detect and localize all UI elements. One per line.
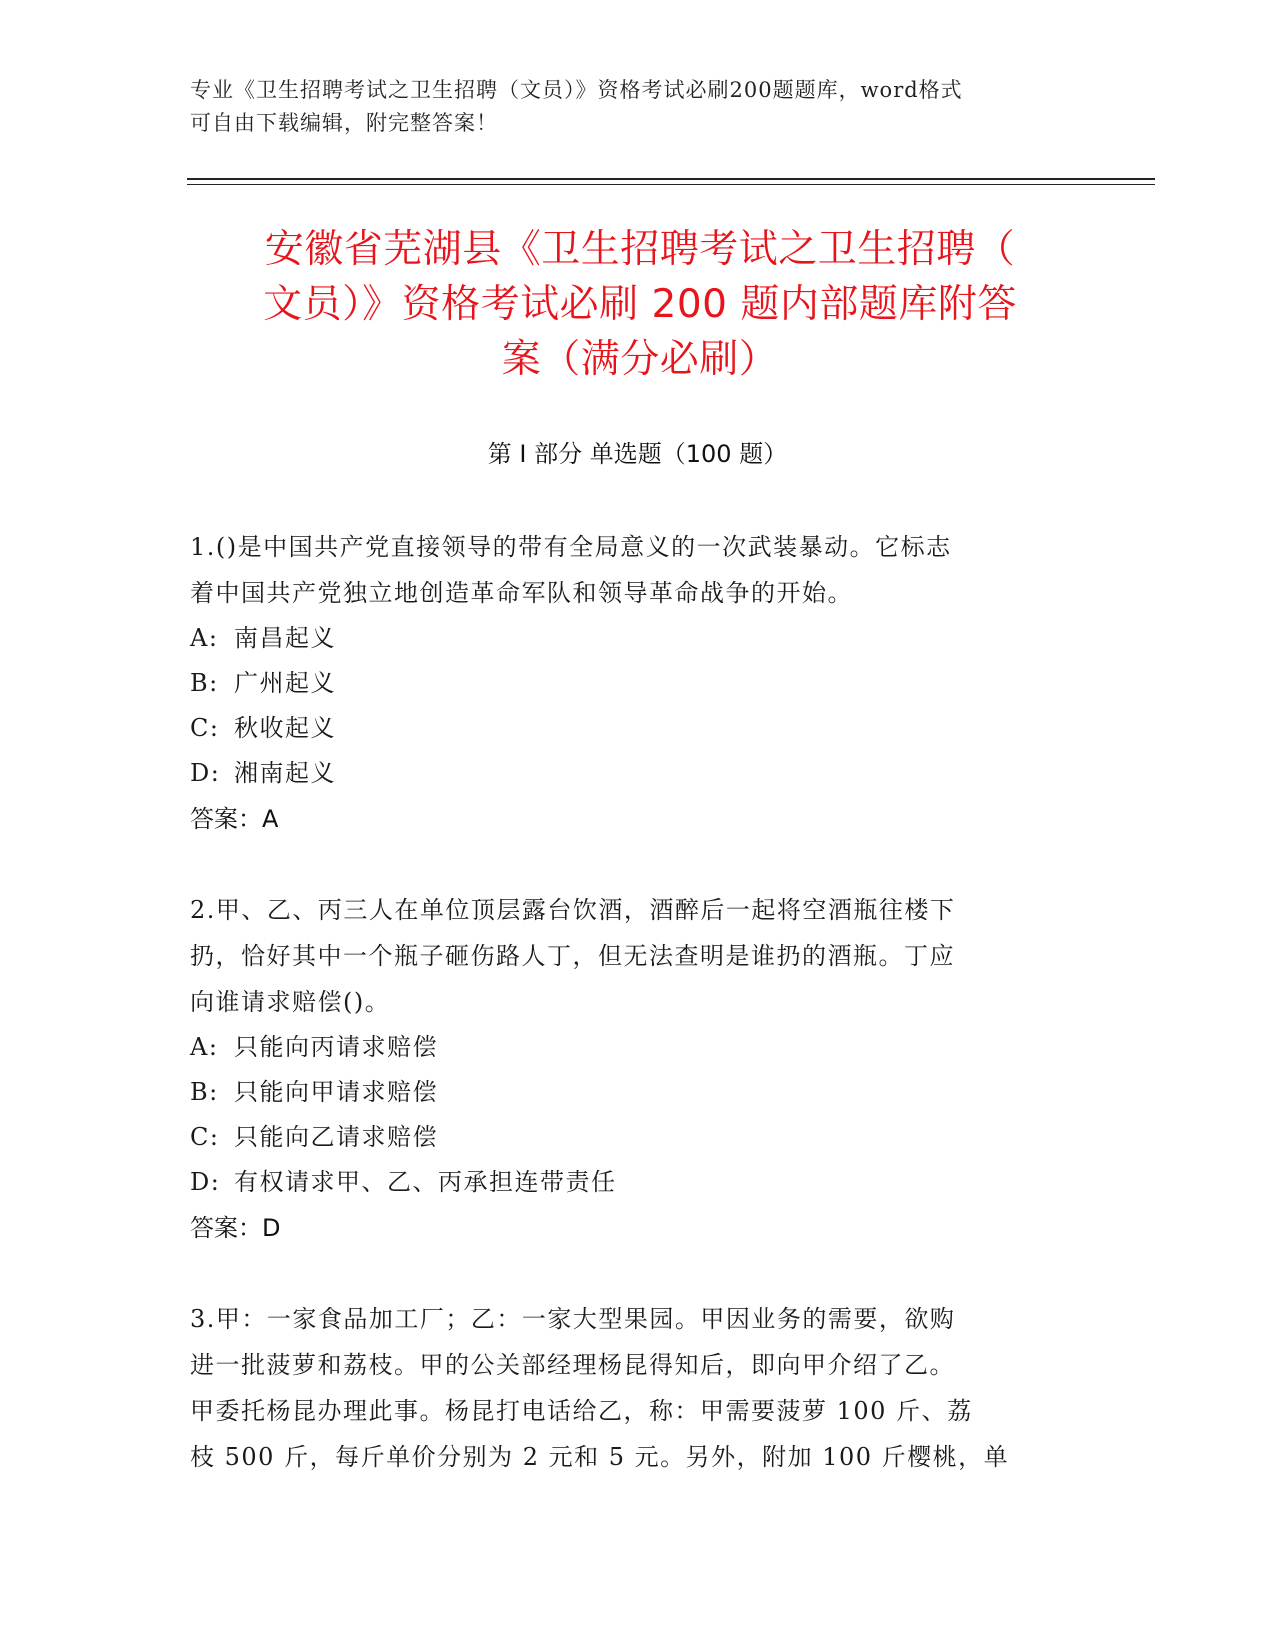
option-c (190, 706, 1062, 751)
question-stem-line: 着中国共产党独立地创造革命军队和领导革命战争的开始。 (190, 579, 853, 607)
option-text: 有权请求甲、乙、丙承担连带责任 (234, 1168, 617, 1196)
answer-line: 答案：D (190, 1214, 281, 1242)
option-a (190, 616, 1062, 661)
question-stem-line: 进一批菠萝和荔枝。甲的公关部经理杨昆得知后，即向甲介绍了乙。 (190, 1351, 955, 1379)
option-b (190, 1070, 1062, 1115)
option-letter: C: (190, 714, 220, 742)
section-heading: 第 I 部分 单选题（100 题） (487, 440, 788, 468)
option-letter: B: (190, 669, 219, 697)
question-stem-line: 向谁请求赔偿()。 (190, 988, 391, 1016)
option-a (190, 1025, 1062, 1070)
question-stem-line: 3.甲：一家食品加工厂；乙：一家大型果园。甲因业务的需要，欲购 (190, 1305, 956, 1333)
header-note (190, 74, 1070, 140)
document-title-line-1: 安徽省芜湖县《卫生招聘考试之卫生招聘（ (264, 227, 1016, 272)
question-list (190, 524, 1062, 1525)
option-letter: A: (190, 1033, 219, 1061)
header-divider-thick (187, 178, 1155, 180)
option-text: 秋收起义 (234, 714, 336, 742)
document-title (175, 222, 1105, 387)
option-letter: D: (190, 1168, 221, 1196)
option-text: 南昌起义 (234, 624, 336, 652)
option-letter: C: (190, 1123, 220, 1151)
option-letter: B: (190, 1078, 219, 1106)
question-1 (190, 524, 1062, 842)
option-c (190, 1115, 1062, 1160)
header-divider-thin (187, 184, 1155, 185)
option-d (190, 751, 1062, 796)
option-letter: A: (190, 624, 219, 652)
option-text: 只能向丙请求赔偿 (234, 1033, 438, 1061)
option-letter: D: (190, 759, 221, 787)
option-text: 广州起义 (234, 669, 336, 697)
option-b (190, 661, 1062, 706)
question-stem-line: 甲委托杨昆办理此事。杨昆打电话给乙，称：甲需要菠萝 100 斤、荔 (190, 1397, 973, 1425)
answer-line: 答案：A (190, 805, 279, 833)
header-note-line-1: 专业《卫生招聘考试之卫生招聘（文员）》资格考试必刷200题题库，word格式 (190, 78, 963, 102)
option-d (190, 1160, 1062, 1205)
document-title-line-3: 案（满分必刷） (501, 337, 779, 382)
header-note-line-2: 可自由下载编辑，附完整答案！ (190, 111, 498, 135)
question-stem-line: 2.甲、乙、丙三人在单位顶层露台饮酒，酒醉后一起将空酒瓶往楼下 (190, 896, 956, 924)
question-stem-line: 枝 500 斤，每斤单价分别为 2 元和 5 元。另外，附加 100 斤樱桃，单 (190, 1443, 1010, 1471)
option-text: 只能向甲请求赔偿 (234, 1078, 438, 1106)
question-2 (190, 887, 1062, 1251)
option-text: 只能向乙请求赔偿 (234, 1123, 438, 1151)
option-text: 湘南起义 (234, 759, 336, 787)
question-stem-line: 扔，恰好其中一个瓶子砸伤路人丁，但无法查明是谁扔的酒瓶。丁应 (190, 942, 955, 970)
document-title-line-2: 文员）》资格考试必刷 200 题内部题库附答 (263, 282, 1017, 327)
question-stem-line: 1.()是中国共产党直接领导的带有全局意义的一次武装暴动。它标志 (190, 533, 952, 561)
question-3 (190, 1296, 1062, 1480)
